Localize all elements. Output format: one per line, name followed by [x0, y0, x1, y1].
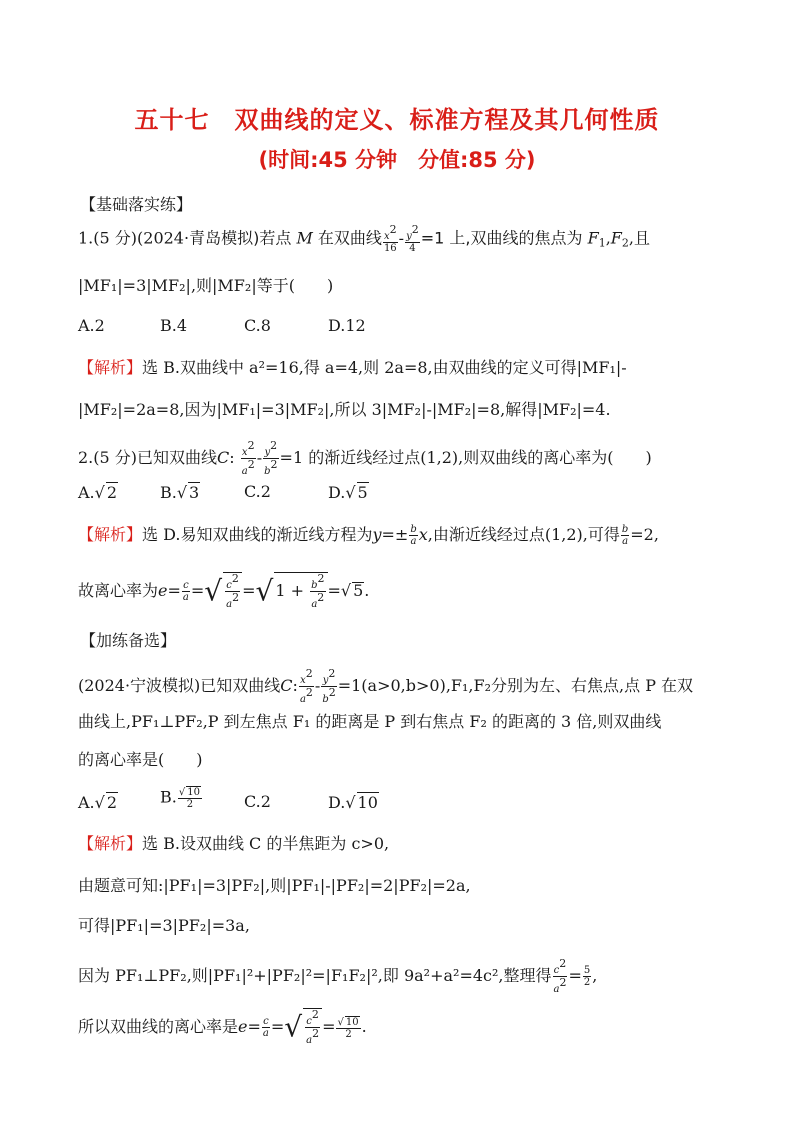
- q1-stem: 1.(5 分)(2024·青岛模拟)若点 M 在双曲线 $\frac{x^2}{16}$ - $\frac{y^2}{4}$ =1 上,双曲线的焦点为 $F_1,F_2$,且: [78, 223, 650, 254]
- extra-option-a: A.√ 2: [78, 793, 118, 812]
- extra-stem-line2: 曲线上,PF₁⊥PF₂,P 到左焦点 F₁ 的距离是 P 到右焦点 F₂ 的距离的 3 倍,则双曲线: [78, 712, 662, 731]
- q1-analysis-line2: |MF₂|=2a=8,因为|MF₁|=3|MF₂|,所以 3|MF₂|-|MF₂|=8,解得|MF₂|=4.: [78, 400, 611, 419]
- extra-analysis-line4: 因为 PF₁⊥PF₂,则|PF₁|²+|PF₂|²=|F₁F₂|²,即 9a²+a²=4c²,整理得 $\frac{c^2}{a^2}$ = $\frac{5}{2}$ ,: [78, 957, 598, 995]
- q1-option-b: B.4: [160, 316, 188, 335]
- section-basic: 【基础落实练】: [80, 195, 193, 214]
- q2-option-d: D.√ 5: [328, 483, 368, 502]
- q1-analysis-line1: 【解析】选 B.双曲线中 a²=16,得 a=4,则 2a=8,由双曲线的定义可得|MF₁|-: [78, 358, 627, 377]
- q2-option-a: A.√ 2: [78, 483, 118, 502]
- q1-option-a: A.2: [78, 316, 105, 335]
- analysis-tag: 【解析】: [78, 525, 143, 544]
- q2-analysis-line1: 【解析】选 D.易知双曲线的渐近线方程为y=± $\frac{b}{a}$ x,由渐近线经过点(1,2),可得 $\frac{b}{a}$ =2,: [78, 524, 659, 547]
- page-title: 五十七 双曲线的定义、标准方程及其几何性质: [134, 106, 660, 134]
- extra-option-c: C.2: [244, 792, 271, 811]
- extra-analysis-line5: 所以双曲线的离心率是e= $\frac{c}{a}$ =√ $\frac{c^2}{a^2}$ = $\frac{√ 10}{2}$ .: [78, 1008, 367, 1046]
- extra-analysis-line3: 可得|PF₁|=3|PF₂|=3a,: [78, 916, 250, 935]
- q1-option-d: D.12: [328, 316, 366, 335]
- q1-option-c: C.8: [244, 316, 271, 335]
- page-subtitle: (时间:45 分钟 分值:85 分): [258, 148, 536, 172]
- extra-stem-line1: (2024·宁波模拟)已知双曲线C: $\frac{x^2}{a^2}$ - $\frac{y^2}{b^2}$ =1(a>0,b>0),F₁,F₂分别为左、右焦点,点 P 在双: [78, 667, 694, 705]
- q2-option-b: B.√ 3: [160, 483, 200, 502]
- analysis-tag: 【解析】: [78, 834, 143, 853]
- extra-analysis-line2: 由题意可知:|PF₁|=3|PF₂|,则|PF₁|-|PF₂|=2|PF₂|=2a,: [78, 876, 471, 895]
- analysis-tag: 【解析】: [78, 358, 143, 377]
- q1-stem-line2: |MF₁|=3|MF₂|,则|MF₂|等于( ): [78, 276, 334, 295]
- extra-analysis-line1: 【解析】选 B.设双曲线 C 的半焦距为 c>0,: [78, 834, 390, 853]
- section-extra: 【加练备选】: [80, 631, 177, 650]
- extra-option-d: D.√ 10: [328, 793, 378, 812]
- extra-stem-line3: 的离心率是( ): [78, 750, 203, 769]
- q2-option-c: C.2: [244, 482, 271, 501]
- q2-stem: 2.(5 分)已知双曲线C: $\frac{x^2}{a^2}$ - $\frac{y^2}{b^2}$ =1 的渐近线经过点(1,2),则双曲线的离心率为( ): [78, 439, 652, 477]
- extra-option-b: B. $\frac{√ 10}{2}$: [160, 787, 200, 810]
- q2-analysis-line2: 故离心率为e= $\frac{c}{a}$ =√ $\frac{c^2}{a^2}$ =√ 1 + $\frac{b^2}{a^2}$ =√ 5.: [78, 572, 370, 610]
